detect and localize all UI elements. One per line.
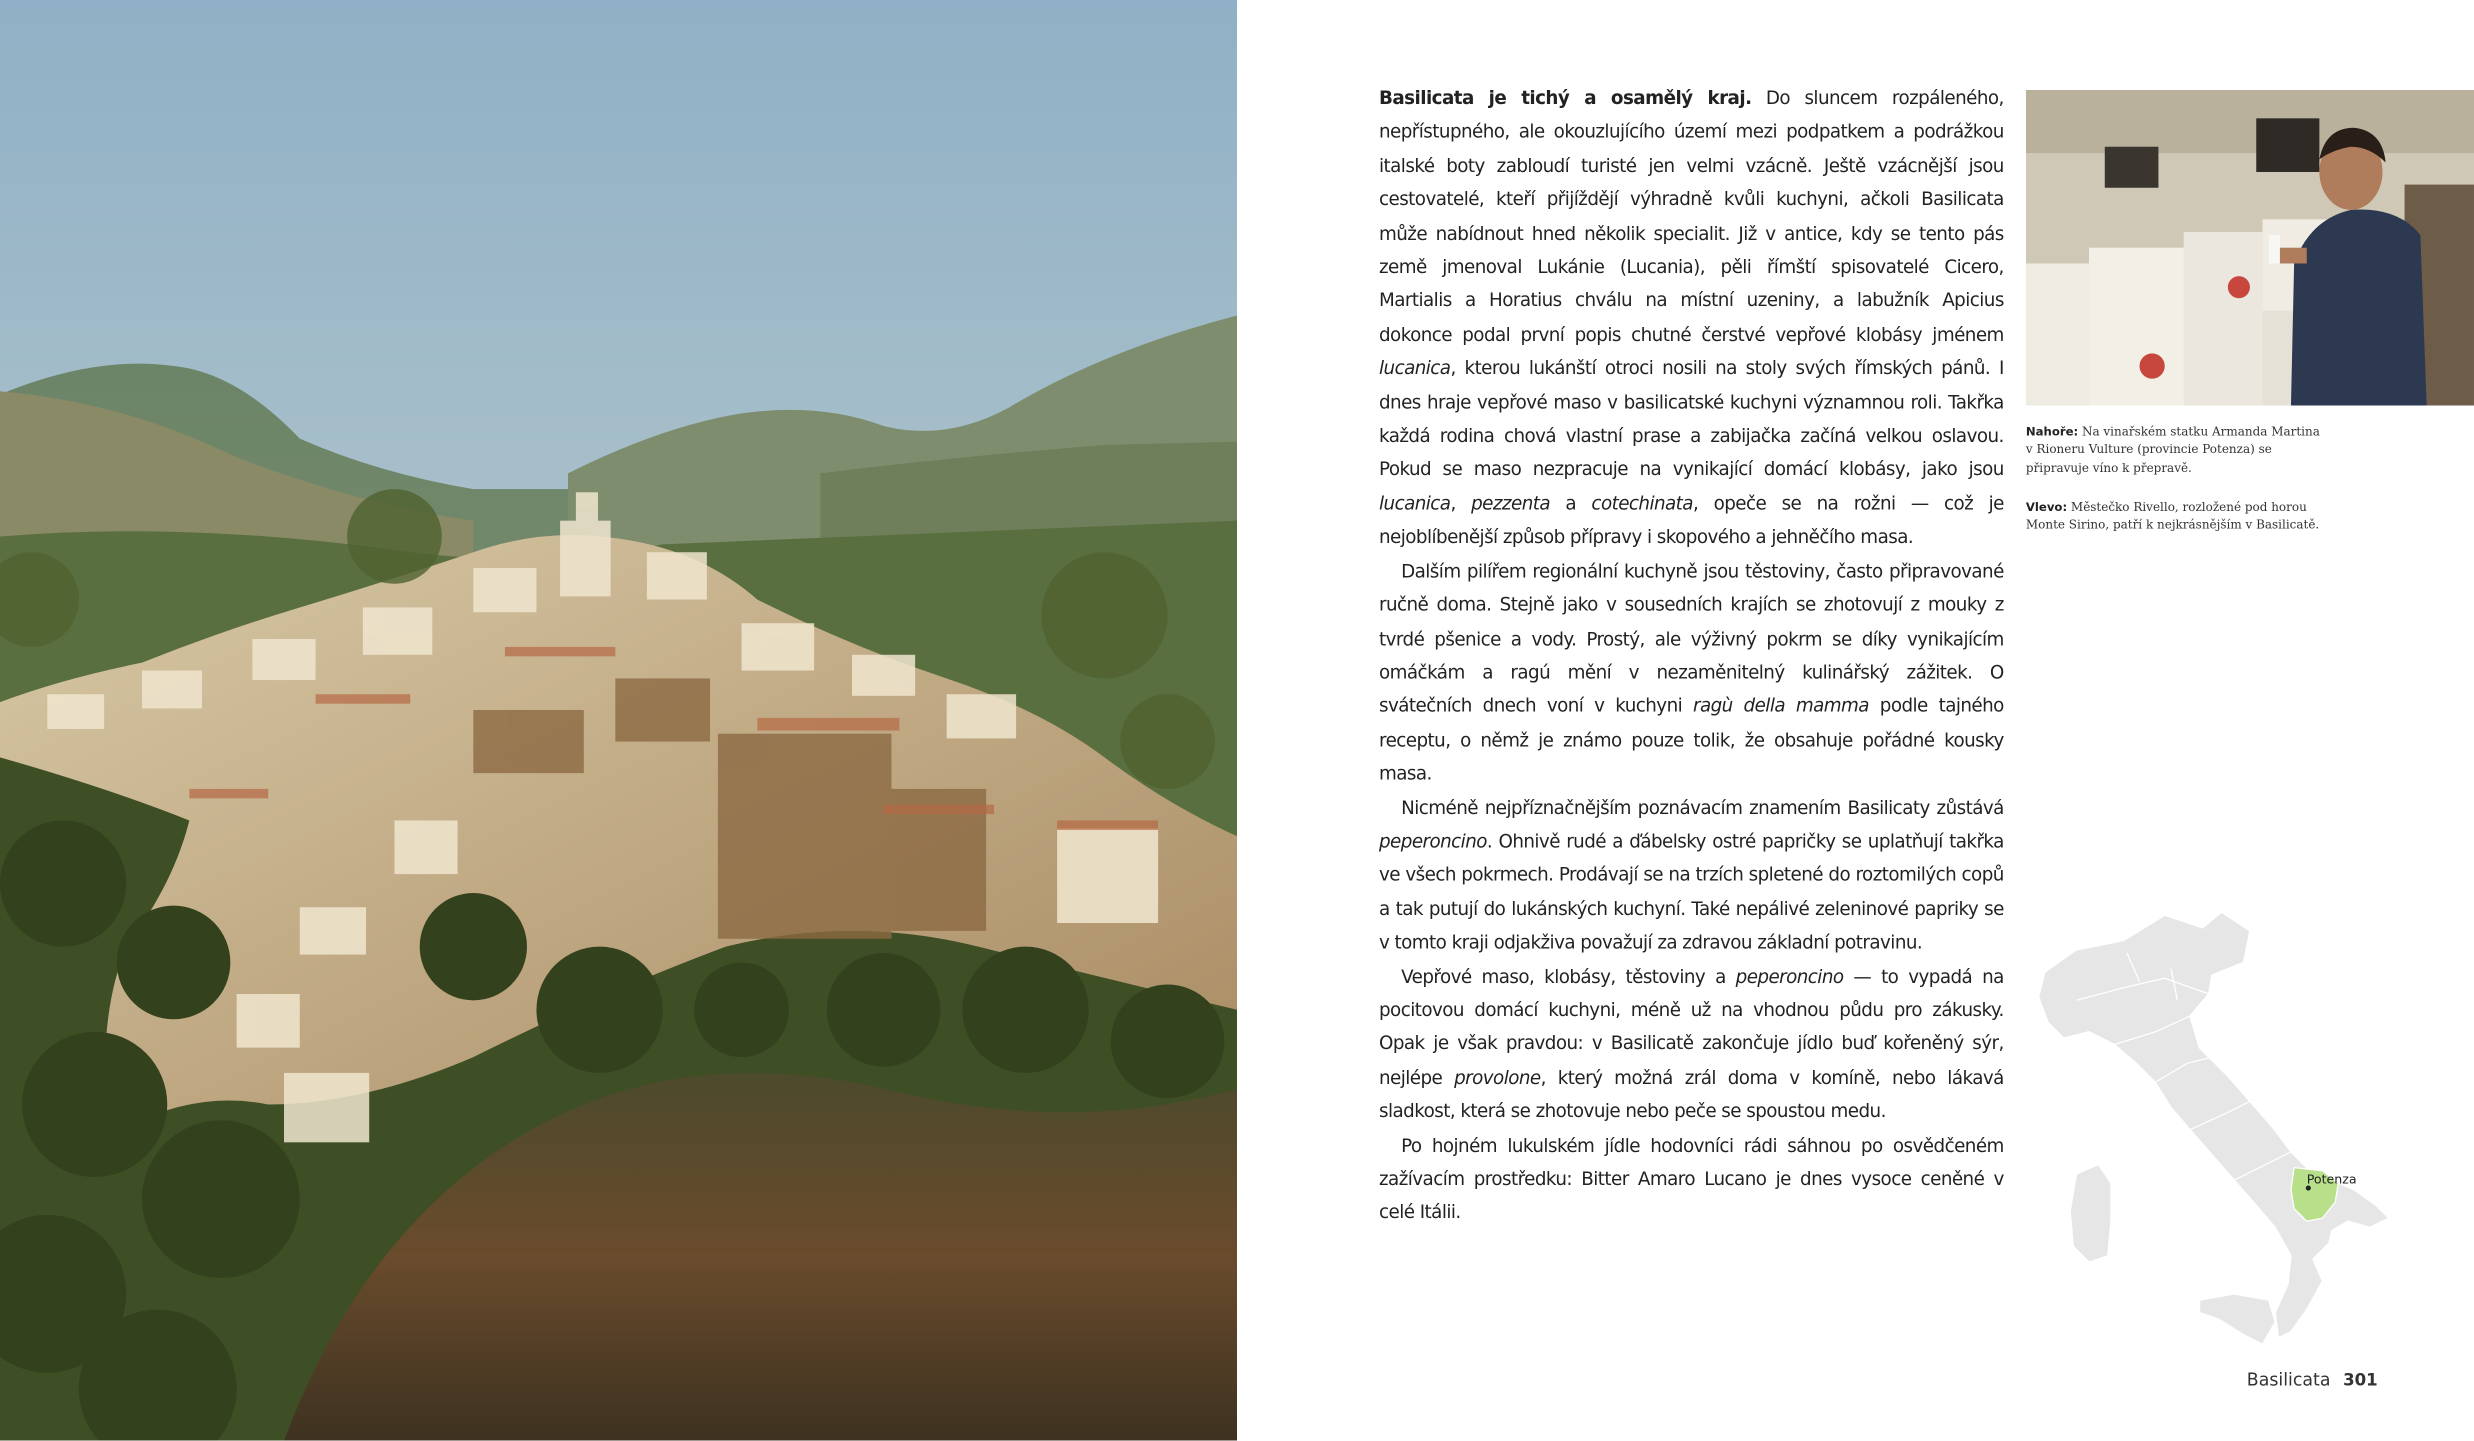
italy-map xyxy=(2013,906,2407,1364)
italy-mainland xyxy=(2039,912,2389,1338)
caption-top: Nahoře: Na vinařském statku Armanda Martina v Rioneru Vulture (provincie Potenza) se připravuje víno k přepravě. xyxy=(2025,424,2320,475)
page-number: 301 xyxy=(2343,1371,2378,1391)
lead-in: Basilicata je tichý a osamělý kraj. xyxy=(1378,86,1752,109)
folio-section: Basilicata xyxy=(2246,1369,2331,1391)
caption-left: Vlevo: Městečko Rivello, rozložené pod horou Monte Sirino, patří k nejkrásnějším v Basilicatě. xyxy=(2025,500,2320,533)
winery-worker-photo xyxy=(2026,90,2474,406)
paragraph-2: Dalším pilířem regionální kuchyně jsou těstoviny, často připravované ručně doma. Stejně jako v sousedních krajích se zhotovují z mouky z tvrdé pšenice a vody. Prostý, ale výživný pokrm se díky vynikajícím omáčkám a ragú mění v nezaměnitelný kulinářský zážitek. O svátečních dnech voní v kuchyni ragù della mamma podle tajného receptu, o němž je známo pouze tolik, že obsahuje pořádné kousky masa. xyxy=(1378,559,2004,785)
sicily xyxy=(2199,1294,2275,1344)
sardinia xyxy=(2070,1164,2111,1262)
potenza-label: Potenza xyxy=(2306,1171,2357,1187)
article-body xyxy=(1379,82,2004,1230)
paragraph-3: Nicméně nejpříznačnějším poznávacím znamením Basilicaty zůstává peperoncino. Ohnivě rudé a ďábelsky ostré papričky se uplatňují takřka ve všech pokrmech. Prodávají se na trzích spletené do roztomilých copů a tak putují do lukánských kuchyní. Také nepálivé zeleninové papriky se v tomto kraji odjakživa považují za zdravou základní potravinu. xyxy=(1378,796,2004,954)
paragraph-4: Vepřové maso, klobásy, těstoviny a peperoncino — to vypadá na pocitovou domácí kuchyni, méně už na vhodnou půdu pro zákusky. Opak je však pravdou: v Basilicatě zakončuje jídlo buď kořeněný sýr, nejlépe provolone, který možná zrál doma v komíně, nebo lákavá sladkost, která se zhotovuje nebo peče se spoustou medu. xyxy=(1378,964,2004,1123)
paragraph-1: Basilicata je tichý a osamělý kraj. Do sluncem rozpáleného, nepřístupného, ale okouzlujícího území mezi podpatkem a podrážkou italské boty zabloudí turisté jen velmi vzácně. Ještě vzácnější jsou cestovatelé, kteří přijíždějí výhradně kvůli kuchyni, ačkoli Basilicata může nabídnout hned několik specialit. Již v antice, kdy se tento pás země jmenoval Lukánie (Lucania), pěli římští spisovatelé Cicero, Martialis a Horatius chválu na místní uzeniny, a labužník Apicius dokonce podal první popis chutné čerstvé vepřové klobásy jménem lucanica, kterou lukánští otroci nosili na stoly svých římských pánů. I dnes hraje vepřové maso v basilicatské kuchyni významnou roli. Takřka každá rodina chová vlastní prase a zabijačka začíná velkou oslavou. Pokud se maso nezpracuje na vynikající domácí klobásy, jako jsou lucanica, pezzenta a cotechinata, opeče se na rožni — což je nejoblíbenější způsob přípravy i skopového a jehněčího masa. xyxy=(1378,86,2004,548)
paragraph-5: Po hojném lukulském jídle hodovníci rádi sáhnou po osvědčeném zažívacím prostředku: Bitter Amaro Lucano je dnes vysoce ceněné v celé Itálii. xyxy=(1378,1133,2004,1224)
page-folio xyxy=(2247,1370,2378,1391)
